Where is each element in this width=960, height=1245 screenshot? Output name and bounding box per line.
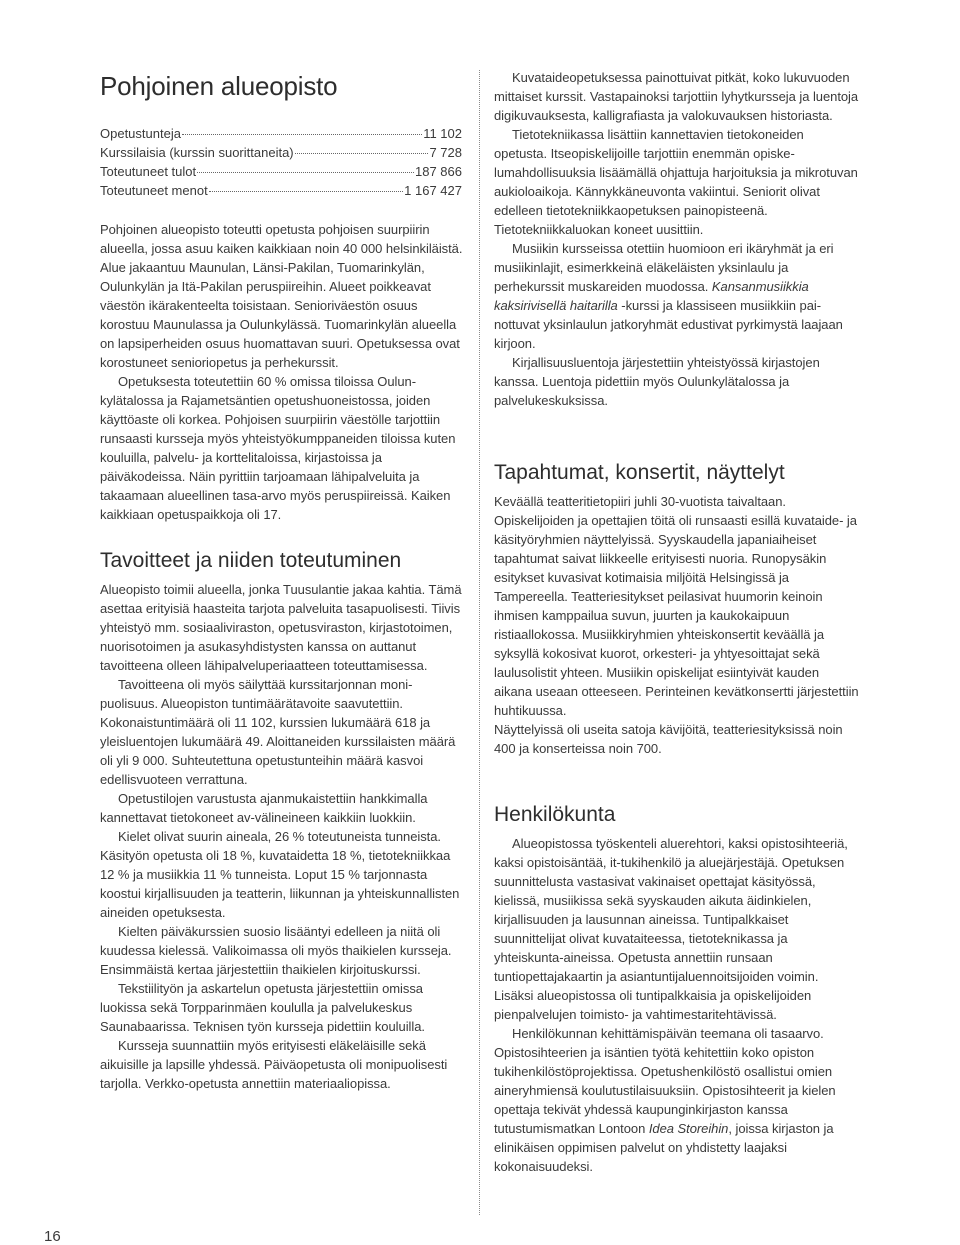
tavoitteet-paragraph-2: Tavoitteena oli myös säilyttää kurssitarjonnan monipuolisuus. Alueopiston tuntimäärätavoite saavutettiin. Kokonaistuntimäärä oli 11 102, kurssien lukumäärä 618 ja yleisluentojen lukumäärä 49. Aloittaneiden kurssilaisten määrä oli yli 9 000. Suhteutettuna opetustunteihin määrä kasvoi edellisvuoteen verrattuna. <box>100 677 456 787</box>
intro-paragraph-2: Opetuksesta toteutettiin 60 % omissa tiloissa Oulunkylätalossa ja Rajametsäntien opetushuoneistossa, joiden käyttöaste oli korkea. Pohjoisen suurpiirin väestölle tarjottiin runsaasti kursseja myös yhteistyökumppaneiden tiloissa kuten kouluilla, palvelu- ja korttelitaloissa, kirjastoissa ja päiväkodeissa. Näin pyrittiin tarjoamaan lähipalveluita ja takaamaan alueellinen tasa-arvo myös peruspiireissä. Kaiken kaikkiaan opetuspaikkoja oli 17. <box>100 374 456 522</box>
right-paragraph-4: Kirjallisuusluentoja järjestettiin yhteistyössä kirjastojen kanssa. Luentoja pidettiin myös Oulunkylätalossa ja palvelukeskuksissa. <box>494 355 820 408</box>
column-divider <box>479 70 480 1215</box>
intro-paragraph-1: Pohjoinen alueopisto toteutti opetusta pohjoisen suurpiirin alueella, jossa asuu kaiken kaikkiaan noin 40 000 helsinkiläistä. Alue jakaantuu Maunulan, Länsi-Pakilan, Tuomarinkylän, Oulunkylän ja Itä-Pakilan peruspiireihin. Alueet poikkeavat väestön ikärakenteelta toisistaan. Senioriväestön osuus korostuu Maunulassa ja Oulunkylässä. Tuomarinkylän alueella on lapsiperheiden osuus huomattavan suuri. Opetuksessa ovat korostuneet senioriopetus ja perhekurssit. <box>100 222 463 370</box>
tavoitteet-paragraph-3: Opetustilojen varustusta ajanmukaistettiin hankkimalla kannettavat tietokoneet av-välineineen kaikkiin luokkiin. <box>100 791 428 825</box>
section-heading-tapahtumat: Tapahtumat, konsertit, näyttelyt <box>494 461 785 484</box>
text-run: , joissa kirjaston ja elinikäisen oppimisen palvelut on yhdistetty laajaksi kokonaisuudeksi. <box>494 1121 834 1174</box>
place-name-italic: Idea Storeihin <box>648 1121 729 1136</box>
tavoitteet-paragraph-5: Kielten päiväkurssien suosio lisääntyi edelleen ja niitä oli kuudessa kielessä. Valikoimassa oli myös thaikielen kursseja. Ensimmäistä kertaa järjestettiin thaikielen kirjoituskurssi. <box>100 924 452 977</box>
leader-dots <box>182 134 422 135</box>
text-run: Musiikin kursseissa otettiin huomioon eri ikäryhmät ja eri musiikinlajit, esimerkkeinä eläkeläisten yksinlaulu ja perhekurssit muskareiden muodossa. <box>494 241 834 294</box>
section-tapahtumat <box>494 460 860 758</box>
stat-label: Toteutuneet menot <box>100 183 208 198</box>
section-henkilokunta <box>494 802 860 1176</box>
right-paragraph-3 <box>494 239 860 353</box>
tapahtumat-paragraph-1: Keväällä teatteritietopiiri juhli 30-vuotista taivaltaan. Opiskelijoiden ja opettajien töitä oli runsaasti esillä kuvataide- ja käsityöryhmien näyttelyissä. Syyskaudella japaniaiheiset tapahtumat saivat liikkeelle erityisesti nuoria. Runopysäkin esitykset kuvasivat kotimaisia miljöitä Helsingissä ja Tampereella. Teatteriesitykset peilasivat huumorin keinoin ihmisen kamppailua suvun, juurten ja kaukokaipuun ristiaallokossa. Musiikkiryhmien yhteiskonsertit keväällä ja syksyllä kokosivat kuorot, orkesteri- ja yhtyesoittajat sekä laulusolistit yhteen. Musiikin opiskelijat esiintyivät kauden aikana useaan otteeseen. Perinteinen kevätkonsertti järjestettiin huhtikuussa. <box>494 494 859 718</box>
stat-value: 11 102 <box>423 126 462 141</box>
henkilokunta-paragraph-2 <box>494 1024 860 1176</box>
stat-row <box>100 143 462 162</box>
stat-label: Toteutuneet tulot <box>100 164 197 179</box>
tavoitteet-paragraph-7: Kursseja suunnattiin myös erityisesti eläkeläisille sekä aikuisille ja lapsille yhdessä. Päiväopetusta oli monipuolisesti tarjolla. Verkko-opetusta annettiin materiaaliopissa. <box>100 1038 448 1091</box>
section-tavoitteet <box>100 548 466 1093</box>
page-number: 16 <box>44 1228 61 1245</box>
tavoitteet-paragraph-6: Tekstiilityön ja askartelun opetusta järjestettiin omissa luokissa sekä Torpparinmäen koululla ja palvelukeskus Saunabaarissa. Teknisen työn kursseja pidettiin kouluilla. <box>100 981 425 1034</box>
stat-value: 7 728 <box>429 145 462 160</box>
left-column <box>100 68 466 1093</box>
stat-row <box>100 162 462 181</box>
tapahtumat-paragraph-2: Näyttelyissä oli useita satoja kävijöitä, teatteriesityksissä noin 400 ja konserteissa noin 700. <box>494 722 843 756</box>
stat-label: Kurssilaisia (kurssin suorittaneita) <box>100 145 294 160</box>
page-title: Pohjoinen alueopisto <box>100 71 338 101</box>
leader-dots <box>295 153 429 154</box>
stat-label: Opetustunteja <box>100 126 181 141</box>
text-run: Henkilökunnan kehittämispäivän teemana oli tasaarvo. Opistosihteerien ja isäntien työtä kehitettiin koko opiston tukihenkilöstöprojektissa. Opetushenkilöstö osallistui omien aineryhmiensä koulutustilaisuuksiin. Opistosihteerit ja kielen opettaja tekivät yhdessä kaupunginkirjaston kanssa tutustumismatkan Lontoon <box>494 1026 836 1136</box>
stats-list <box>100 124 466 200</box>
right-column <box>494 68 860 1176</box>
section-heading-henkilokunta: Henkilökunta <box>494 803 616 826</box>
right-paragraph-2: Tietotekniikassa lisättiin kannettavien tietokoneiden opetusta. Itseopiskelijoille tarjottiin enemmän opiskelumahdollisuuksia lisäämällä ohjattuja harjoituksia ja mikrotuvan aukioloaikoja. Kännykkäneuvonta vakiintui. Seniorit olivat edelleen tietotekniikkaopetuksen painopisteenä. Tietotekniikkaluokan koneet uusittiin. <box>494 127 858 237</box>
stat-value: 187 866 <box>415 164 462 179</box>
section-heading-tavoitteet: Tavoitteet ja niiden toteutuminen <box>100 549 402 572</box>
leader-dots <box>209 191 403 192</box>
tavoitteet-paragraph-1: Alueopisto toimii alueella, jonka Tuusulantie jakaa kahtia. Tämä asettaa erityisiä haasteita tarjota palveluita tasapuolisesti. Tiivis yhteistyö mm. sosiaaliviraston, opetusviraston, kirjastotoimen, nuorisotoimen ja asukasyhdistysten kanssa on auttanut tavoitteena olleen lähipalveluperiaatteen toteuttamisessa. <box>100 582 462 673</box>
right-paragraph-1: Kuvataideopetuksessa painottuivat pitkät, koko lukuvuoden mittaiset kurssit. Vastapainoksi tarjottiin lyhytkursseja ja luentoja digikuvauksesta, kalligrafiasta ja valokuvauksen historiasta. <box>494 70 859 123</box>
text-run: -kurssi ja klassiseen musiikkiin painottuvat yksinlaulun jatkoryhmät edustivat pyrkimystä laajaan kirjoon. <box>494 298 843 351</box>
stat-row <box>100 181 462 200</box>
stat-row <box>100 124 462 143</box>
tavoitteet-paragraph-4: Kielet olivat suurin aineala, 26 % toteutuneista tunneista. Käsityön opetusta oli 18 %, kuvataidetta 18 %, tietotekniikkaa 12 % ja musiikkia 11 % tunneista. Loput 15 % tarjonnasta koostui kirjallisuuden ja teatterin, liikunnan ja yhteiskunnallisten aineiden opetuksesta. <box>100 829 460 920</box>
henkilokunta-paragraph-1: Alueopistossa työskenteli aluerehtori, kaksi opistosihteeriä, kaksi opistoisäntää, it-tukihenkilö ja aluejärjestäjä. Opetuksen suunnittelusta vastasivat vakinaiset opettajat käsityössä, kielissä, musiikissa sekä syyskauden aikuta äidinkielen, kirjallisuuden ja lausunnan aineissa. Tuntipalkkaiset suunnittelijat olivat kuvataiteessa, tietoteknikassa ja yhteiskunta-aineissa. Opetusta annettiin runsaan tuntiopettajakaartin ja asiantuntijaluennoitsijoiden voimin. Lisäksi alueopistossa oli tuntipalkkaisia ja opiskelijoiden pienpalvelujen toimisto- ja vahtimestaritehtävissä. <box>494 836 848 1022</box>
leader-dots <box>197 172 414 173</box>
stat-value: 1 167 427 <box>404 183 462 198</box>
course-name-italic: Kansanmusiikkia kaksirivisellä haitarilla <box>494 279 809 313</box>
